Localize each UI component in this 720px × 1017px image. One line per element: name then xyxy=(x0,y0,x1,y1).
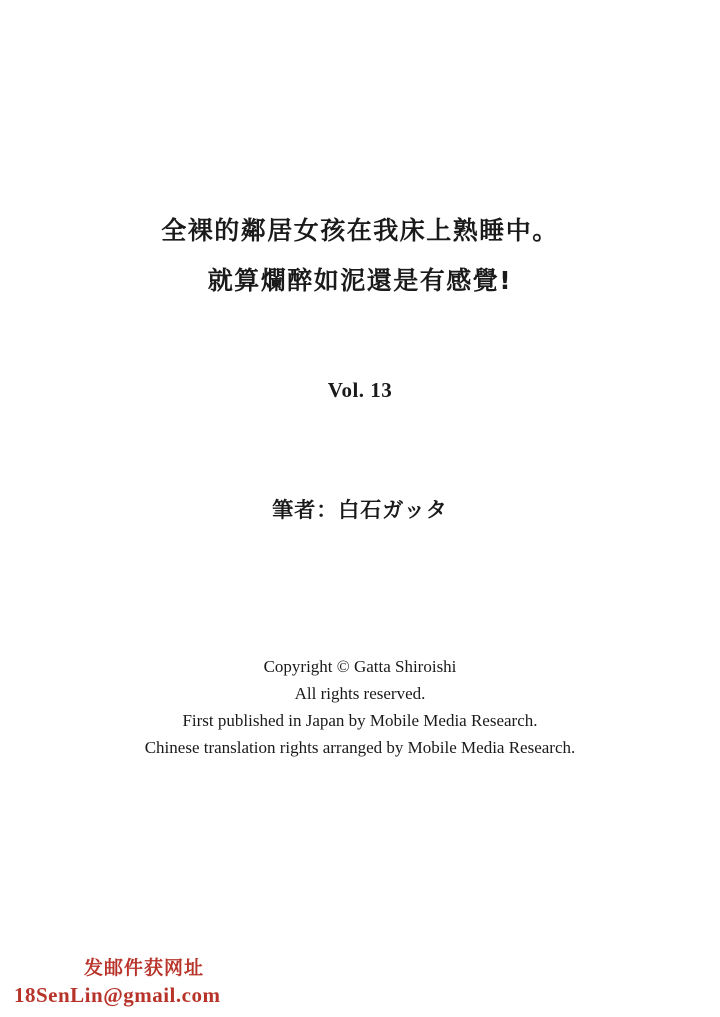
watermark-line-2: 18SenLin@gmail.com xyxy=(14,983,221,1007)
copyright-line-3: First published in Japan by Mobile Media Research. xyxy=(182,711,538,730)
copyright-line-1: Copyright © Gatta Shiroishi xyxy=(263,657,457,676)
title-line-2: 就算爛醉如泥還是有感覺! xyxy=(207,266,513,295)
copyright-line-2: All rights reserved. xyxy=(294,684,426,703)
watermark xyxy=(14,955,334,1009)
copyright-block xyxy=(0,653,720,761)
volume-label: Vol. 13 xyxy=(327,378,393,402)
title-block xyxy=(0,206,720,306)
author-label: 筆者：白石ガッタ xyxy=(272,498,448,522)
title-line-1: 全裸的鄰居女孩在我床上熟睡中。 xyxy=(161,216,559,245)
copyright-line-4: Chinese translation rights arranged by Mobile Media Research. xyxy=(144,738,576,757)
watermark-line-1: 发邮件获网址 xyxy=(84,957,205,979)
